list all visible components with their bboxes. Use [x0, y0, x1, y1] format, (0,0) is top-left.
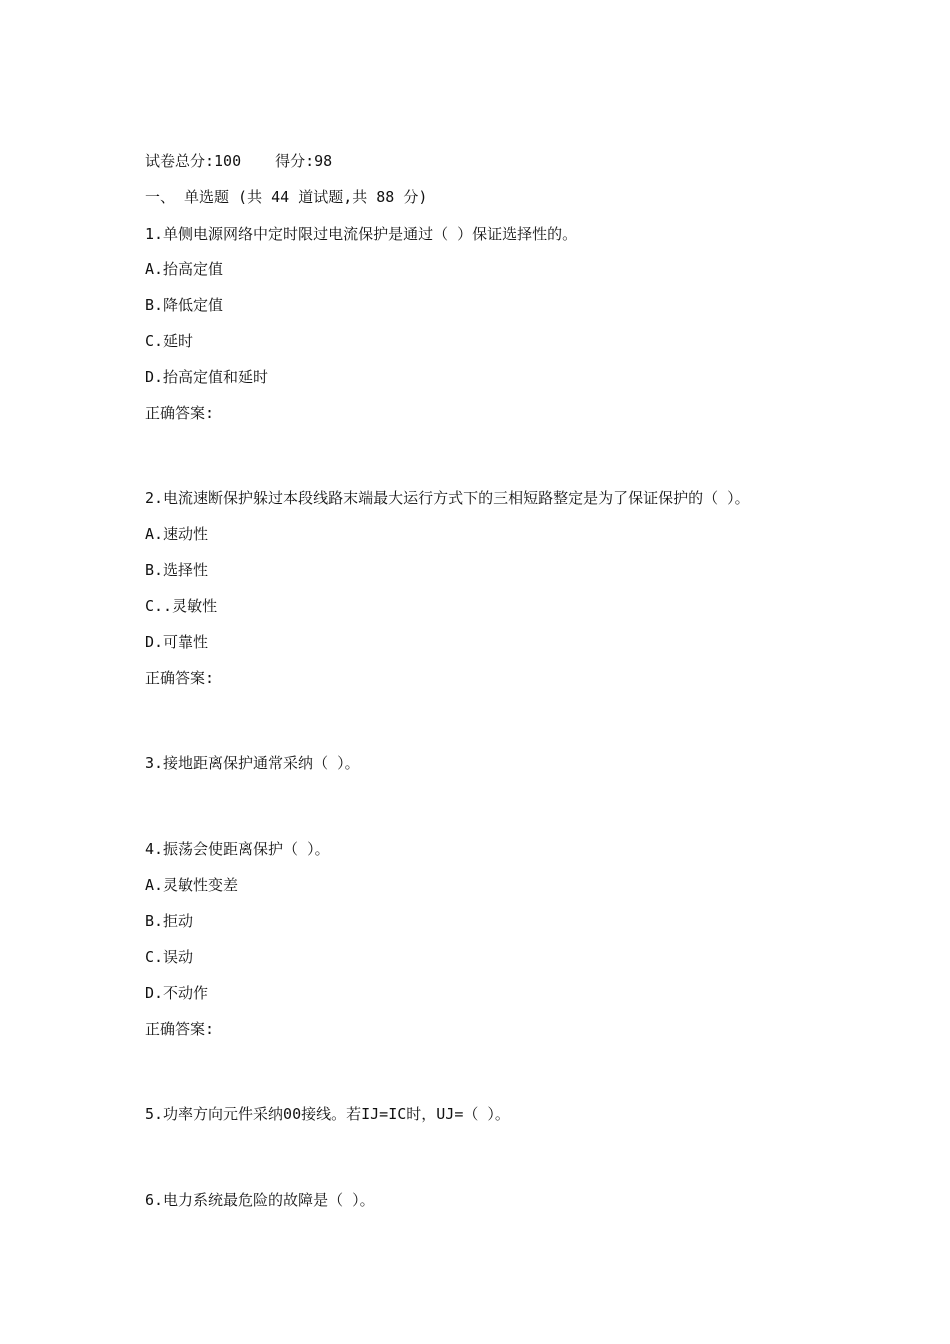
question-4-option-a: A.灵敏性变差 [145, 876, 239, 894]
question-4-answer-label: 正确答案: [145, 1020, 215, 1038]
obtained-score-text: 得分:98 [275, 152, 333, 170]
question-1-option-d: D.抬高定值和延时 [145, 368, 269, 386]
question-2-option-c: C..灵敏性 [145, 597, 218, 615]
score-header [145, 151, 332, 171]
question-2-option-b: B.选择性 [145, 561, 209, 579]
question-2-answer-label: 正确答案: [145, 669, 215, 687]
question-1-option-b: B.降低定值 [145, 296, 224, 314]
section-title: 一、 单选题 (共 44 道试题,共 88 分) [145, 188, 428, 206]
question-5-stem: 5.功率方向元件采纳00接线。若IJ=IC时，UJ=（ ）。 [145, 1105, 510, 1123]
question-6-stem: 6.电力系统最危险的故障是（ ）。 [145, 1191, 375, 1209]
question-4-option-b: B.拒动 [145, 912, 194, 930]
question-2-stem: 2.电流速断保护躲过本段线路末端最大运行方式下的三相短路整定是为了保证保护的（ ）。 [145, 489, 750, 507]
question-1-stem: 1.单侧电源网络中定时限过电流保护是通过（ ）保证选择性的。 [145, 225, 578, 243]
question-4-stem: 4.振荡会使距离保护（ ）。 [145, 840, 330, 858]
question-1-option-a: A.抬高定值 [145, 260, 224, 278]
question-2-option-a: A.速动性 [145, 525, 209, 543]
total-score-text: 试卷总分:100 [145, 152, 242, 170]
question-4-option-d: D.不动作 [145, 984, 209, 1002]
question-2-option-d: D.可靠性 [145, 633, 209, 651]
question-3-stem: 3.接地距离保护通常采纳（ ）。 [145, 754, 360, 772]
question-4-option-c: C.误动 [145, 948, 194, 966]
question-1-answer-label: 正确答案: [145, 404, 215, 422]
question-1-option-c: C.延时 [145, 332, 194, 350]
